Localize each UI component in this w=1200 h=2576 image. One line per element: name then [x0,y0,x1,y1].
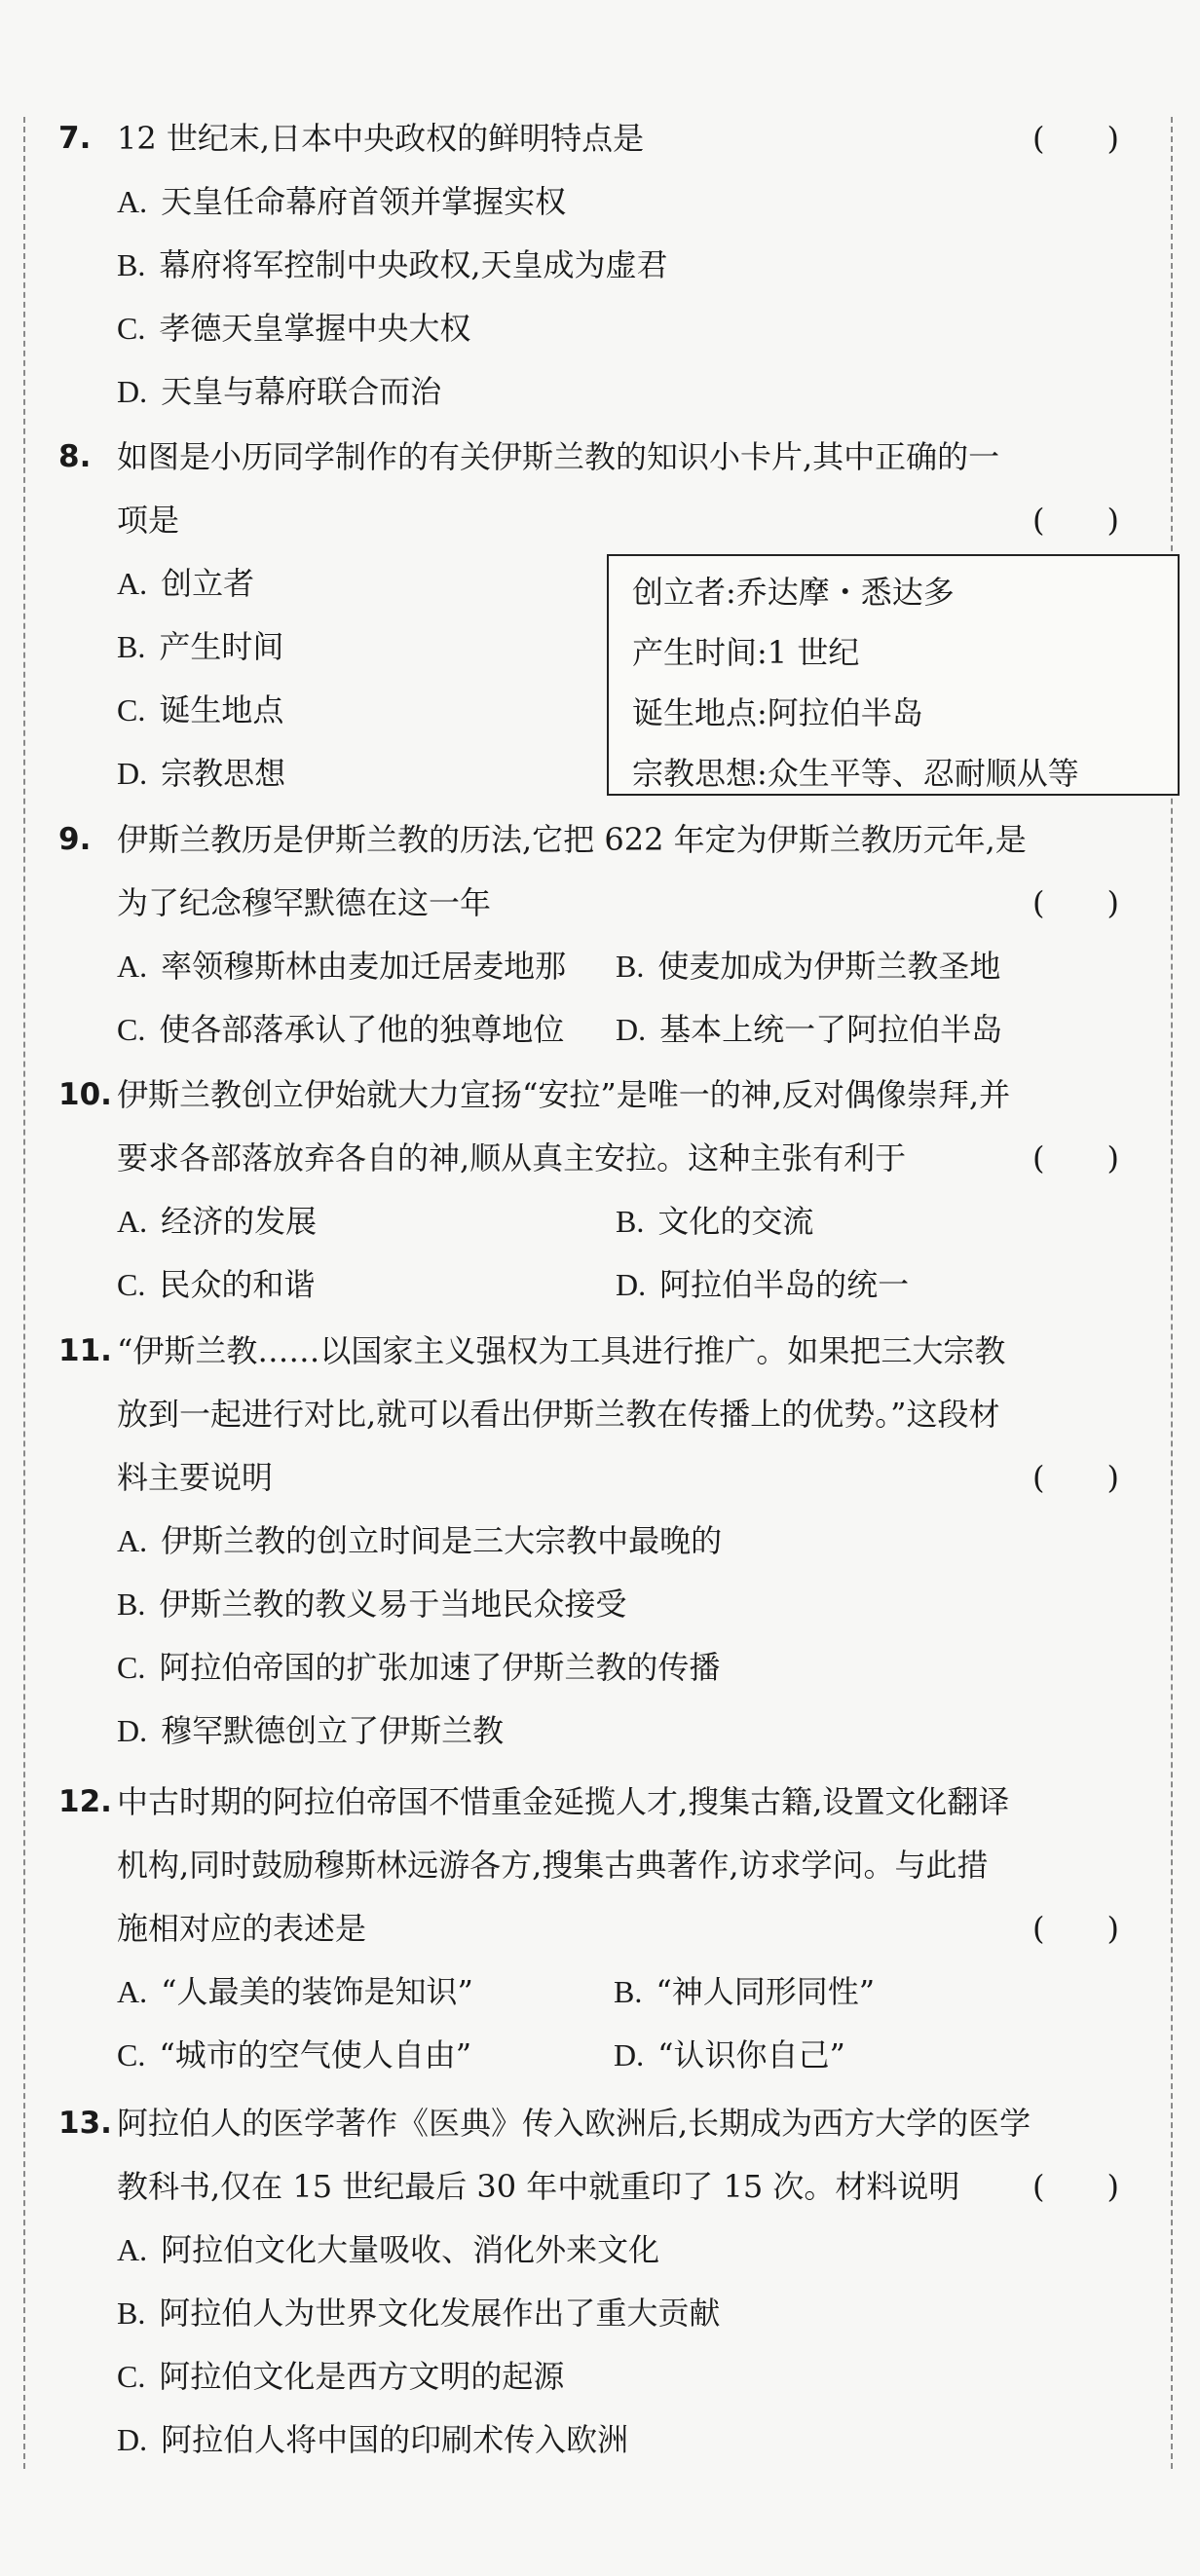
option-d[interactable] [614,2024,845,2087]
answer-bracket[interactable]: ( ) [1032,884,1119,921]
option-label: A. [117,1974,148,2009]
option-a[interactable] [117,1190,317,1253]
question-stem-text: 伊斯兰教创立伊始就大力宣扬“安拉”是唯一的神,反对偶像崇拜,并 [117,1076,1011,1113]
option-text: 伊斯兰教的创立时间是三大宗教中最晚的 [161,1522,723,1559]
question-stem [58,808,1140,872]
option-label: B. [614,1974,643,2009]
question-stem-text: 为了纪念穆罕默德在这一年 [117,884,492,921]
question-number: 13. [58,2106,112,2141]
option-text: 阿拉伯人为世界文化发展作出了重大贡献 [159,2295,721,2332]
question-stem-text: 料主要说明 [117,1459,274,1496]
question-stem [58,107,1140,170]
option-text: 率领穆斯林由麦加迁居麦地那 [161,948,567,985]
option-a[interactable] [58,170,1140,234]
option-row-cd [58,998,1140,1062]
option-label: D. [614,2037,645,2072]
option-label: D. [117,374,148,409]
option-b[interactable] [616,935,1000,998]
option-a[interactable] [117,935,566,998]
option-label: A. [117,1204,148,1239]
option-text: 孝德天皇掌握中央大权 [159,310,471,347]
option-text: 使麦加成为伊斯兰教圣地 [657,948,1001,985]
option-label: A. [117,566,148,601]
option-c[interactable] [58,297,1140,360]
question-11 [58,1320,1140,1763]
option-text: 阿拉伯帝国的扩张加速了伊斯兰教的传播 [159,1649,721,1686]
option-label: A. [117,184,148,219]
option-d[interactable] [58,360,1140,424]
option-text: 诞生地点 [159,691,284,728]
option-text: 天皇任命幕府首领并掌握实权 [161,183,567,220]
option-text: 宗教思想 [161,755,286,792]
question-stem-text: 中古时期的阿拉伯帝国不惜重金延揽人才,搜集古籍,设置文化翻译 [117,1783,1010,1820]
question-10 [58,1064,1140,1317]
option-label: D. [117,1713,148,1748]
option-d[interactable] [58,1699,1140,1763]
option-label: C. [117,692,146,728]
option-d[interactable] [616,998,1002,1062]
option-text: 创立者 [161,565,255,602]
option-text: 阿拉伯文化是西方文明的起源 [159,2358,565,2395]
option-label: A. [117,2232,148,2267]
question-stem-text: 项是 [117,502,180,539]
option-label: C. [117,2037,146,2072]
question-number: 8. [58,439,92,474]
option-label: C. [117,2359,146,2394]
question-stem [58,2092,1140,2155]
option-b[interactable] [616,1190,813,1253]
option-label: B. [616,949,645,984]
option-label: D. [117,756,148,791]
option-a[interactable] [58,1510,1140,1573]
option-text: 使各部落承认了他的独尊地位 [159,1011,565,1048]
option-label: D. [616,1267,647,1302]
answer-bracket[interactable]: ( ) [1032,1459,1119,1496]
card-row-founder: 创立者:乔达摩・悉达多 [632,574,955,611]
option-label: C. [117,1012,146,1047]
option-label: A. [117,1523,148,1558]
card-row-time: 产生时间:1 世纪 [632,634,860,671]
question-number: 11. [58,1333,112,1368]
option-text: 伊斯兰教的教义易于当地民众接受 [159,1586,627,1623]
question-stem-text: 施相对应的表述是 [117,1910,367,1947]
option-a[interactable] [117,1960,473,2024]
option-b[interactable] [58,2282,1140,2345]
margin-rule-left [23,117,25,2469]
question-stem-cont [58,489,1140,552]
option-label: D. [117,2422,148,2457]
option-label: B. [117,247,146,282]
option-label: B. [616,1204,645,1239]
answer-bracket[interactable]: ( ) [1032,120,1119,157]
question-stem-text: 12 世纪末,日本中央政权的鲜明特点是 [117,120,645,157]
question-stem-cont [58,1446,1140,1510]
answer-bracket[interactable]: ( ) [1032,502,1119,539]
option-label: D. [616,1012,647,1047]
option-text: 天皇与幕府联合而治 [161,373,442,410]
option-text: 经济的发展 [161,1203,318,1240]
question-stem-cont [58,1127,1140,1190]
question-8 [58,426,1140,805]
answer-bracket[interactable]: ( ) [1032,1139,1119,1176]
option-text: 穆罕默德创立了伊斯兰教 [161,1712,505,1749]
question-stem [58,1064,1140,1127]
question-number: 7. [58,121,92,156]
option-label: B. [117,2296,146,2331]
option-d[interactable] [58,2408,1140,2472]
option-row-cd [58,2024,1140,2087]
option-row-ab [58,935,1140,998]
option-d[interactable] [616,1253,909,1317]
option-label: B. [117,1587,146,1622]
option-c[interactable] [117,2024,471,2087]
option-c[interactable] [58,2345,1140,2408]
question-13 [58,2092,1140,2472]
knowledge-card [607,554,1180,796]
option-text: 文化的交流 [657,1203,814,1240]
question-stem-cont [58,872,1140,935]
question-stem-text: 阿拉伯人的医学著作《医典》传入欧洲后,长期成为西方大学的医学 [117,2105,1031,2142]
question-9 [58,808,1140,1062]
option-a[interactable] [58,2219,1140,2282]
option-text: 阿拉伯人将中国的印刷术传入欧洲 [161,2421,629,2458]
option-text: “认识你自己” [657,2036,845,2073]
option-text: 幕府将军控制中央政权,天皇成为虚君 [159,246,668,283]
option-text: 产生时间 [159,628,284,665]
option-c[interactable] [58,1636,1140,1699]
question-stem-cont [58,1897,1140,1960]
card-row-thought: 宗教思想:众生平等、忍耐顺从等 [632,755,1079,792]
card-row-place: 诞生地点:阿拉伯半岛 [632,694,923,731]
question-stem-cont [58,2155,1140,2219]
question-7 [58,107,1140,424]
question-number: 9. [58,822,92,857]
option-label: A. [117,949,148,984]
option-row-cd [58,1253,1140,1317]
question-stem-text: 机构,同时鼓励穆斯林远游各方,搜集古典著作,访求学问。与此措 [117,1847,989,1884]
option-label: C. [117,311,146,346]
option-text: “神人同形同性” [656,1973,876,2010]
option-text: “人最美的装饰是知识” [161,1973,473,2010]
question-stem-text: 放到一起进行对比,就可以看出伊斯兰教在传播上的优势。”这段材 [117,1396,1000,1433]
answer-bracket[interactable]: ( ) [1032,1910,1119,1947]
question-number: 10. [58,1077,112,1112]
question-stem-text: 如图是小历同学制作的有关伊斯兰教的知识小卡片,其中正确的一 [117,438,1000,475]
question-stem [58,426,1140,489]
option-label: B. [117,629,146,664]
question-stem-cont [58,1834,1140,1897]
option-b[interactable] [614,1960,875,2024]
option-row-ab [58,1190,1140,1253]
option-row-ab [58,1960,1140,2024]
question-stem [58,1320,1140,1383]
option-text: 阿拉伯半岛的统一 [659,1266,910,1303]
option-c[interactable] [117,1253,315,1317]
option-label: C. [117,1267,146,1302]
answer-bracket[interactable]: ( ) [1032,2168,1119,2205]
option-text: “城市的空气使人自由” [159,2036,472,2073]
option-b[interactable] [58,1573,1140,1636]
option-text: 基本上统一了阿拉伯半岛 [659,1011,1003,1048]
margin-rule-right [1171,117,1173,2469]
option-label: C. [117,1650,146,1685]
question-number: 12. [58,1784,112,1819]
question-stem-text: 教科书,仅在 15 世纪最后 30 年中就重印了 15 次。材料说明 [117,2168,960,2205]
option-b[interactable] [58,234,1140,297]
option-text: 民众的和谐 [159,1266,316,1303]
question-stem-text: 伊斯兰教历是伊斯兰教的历法,它把 622 年定为伊斯兰教历元年,是 [117,821,1027,858]
question-stem-cont [58,1383,1140,1446]
question-stem-text: 要求各部落放弃各自的神,顺从真主安拉。这种主张有利于 [117,1139,907,1176]
question-12 [58,1771,1140,2087]
option-text: 阿拉伯文化大量吸收、消化外来文化 [161,2231,660,2268]
question-stem-text: “伊斯兰教……以国家主义强权为工具进行推广。如果把三大宗教 [117,1332,1006,1369]
option-c[interactable] [117,998,564,1062]
question-stem [58,1771,1140,1834]
